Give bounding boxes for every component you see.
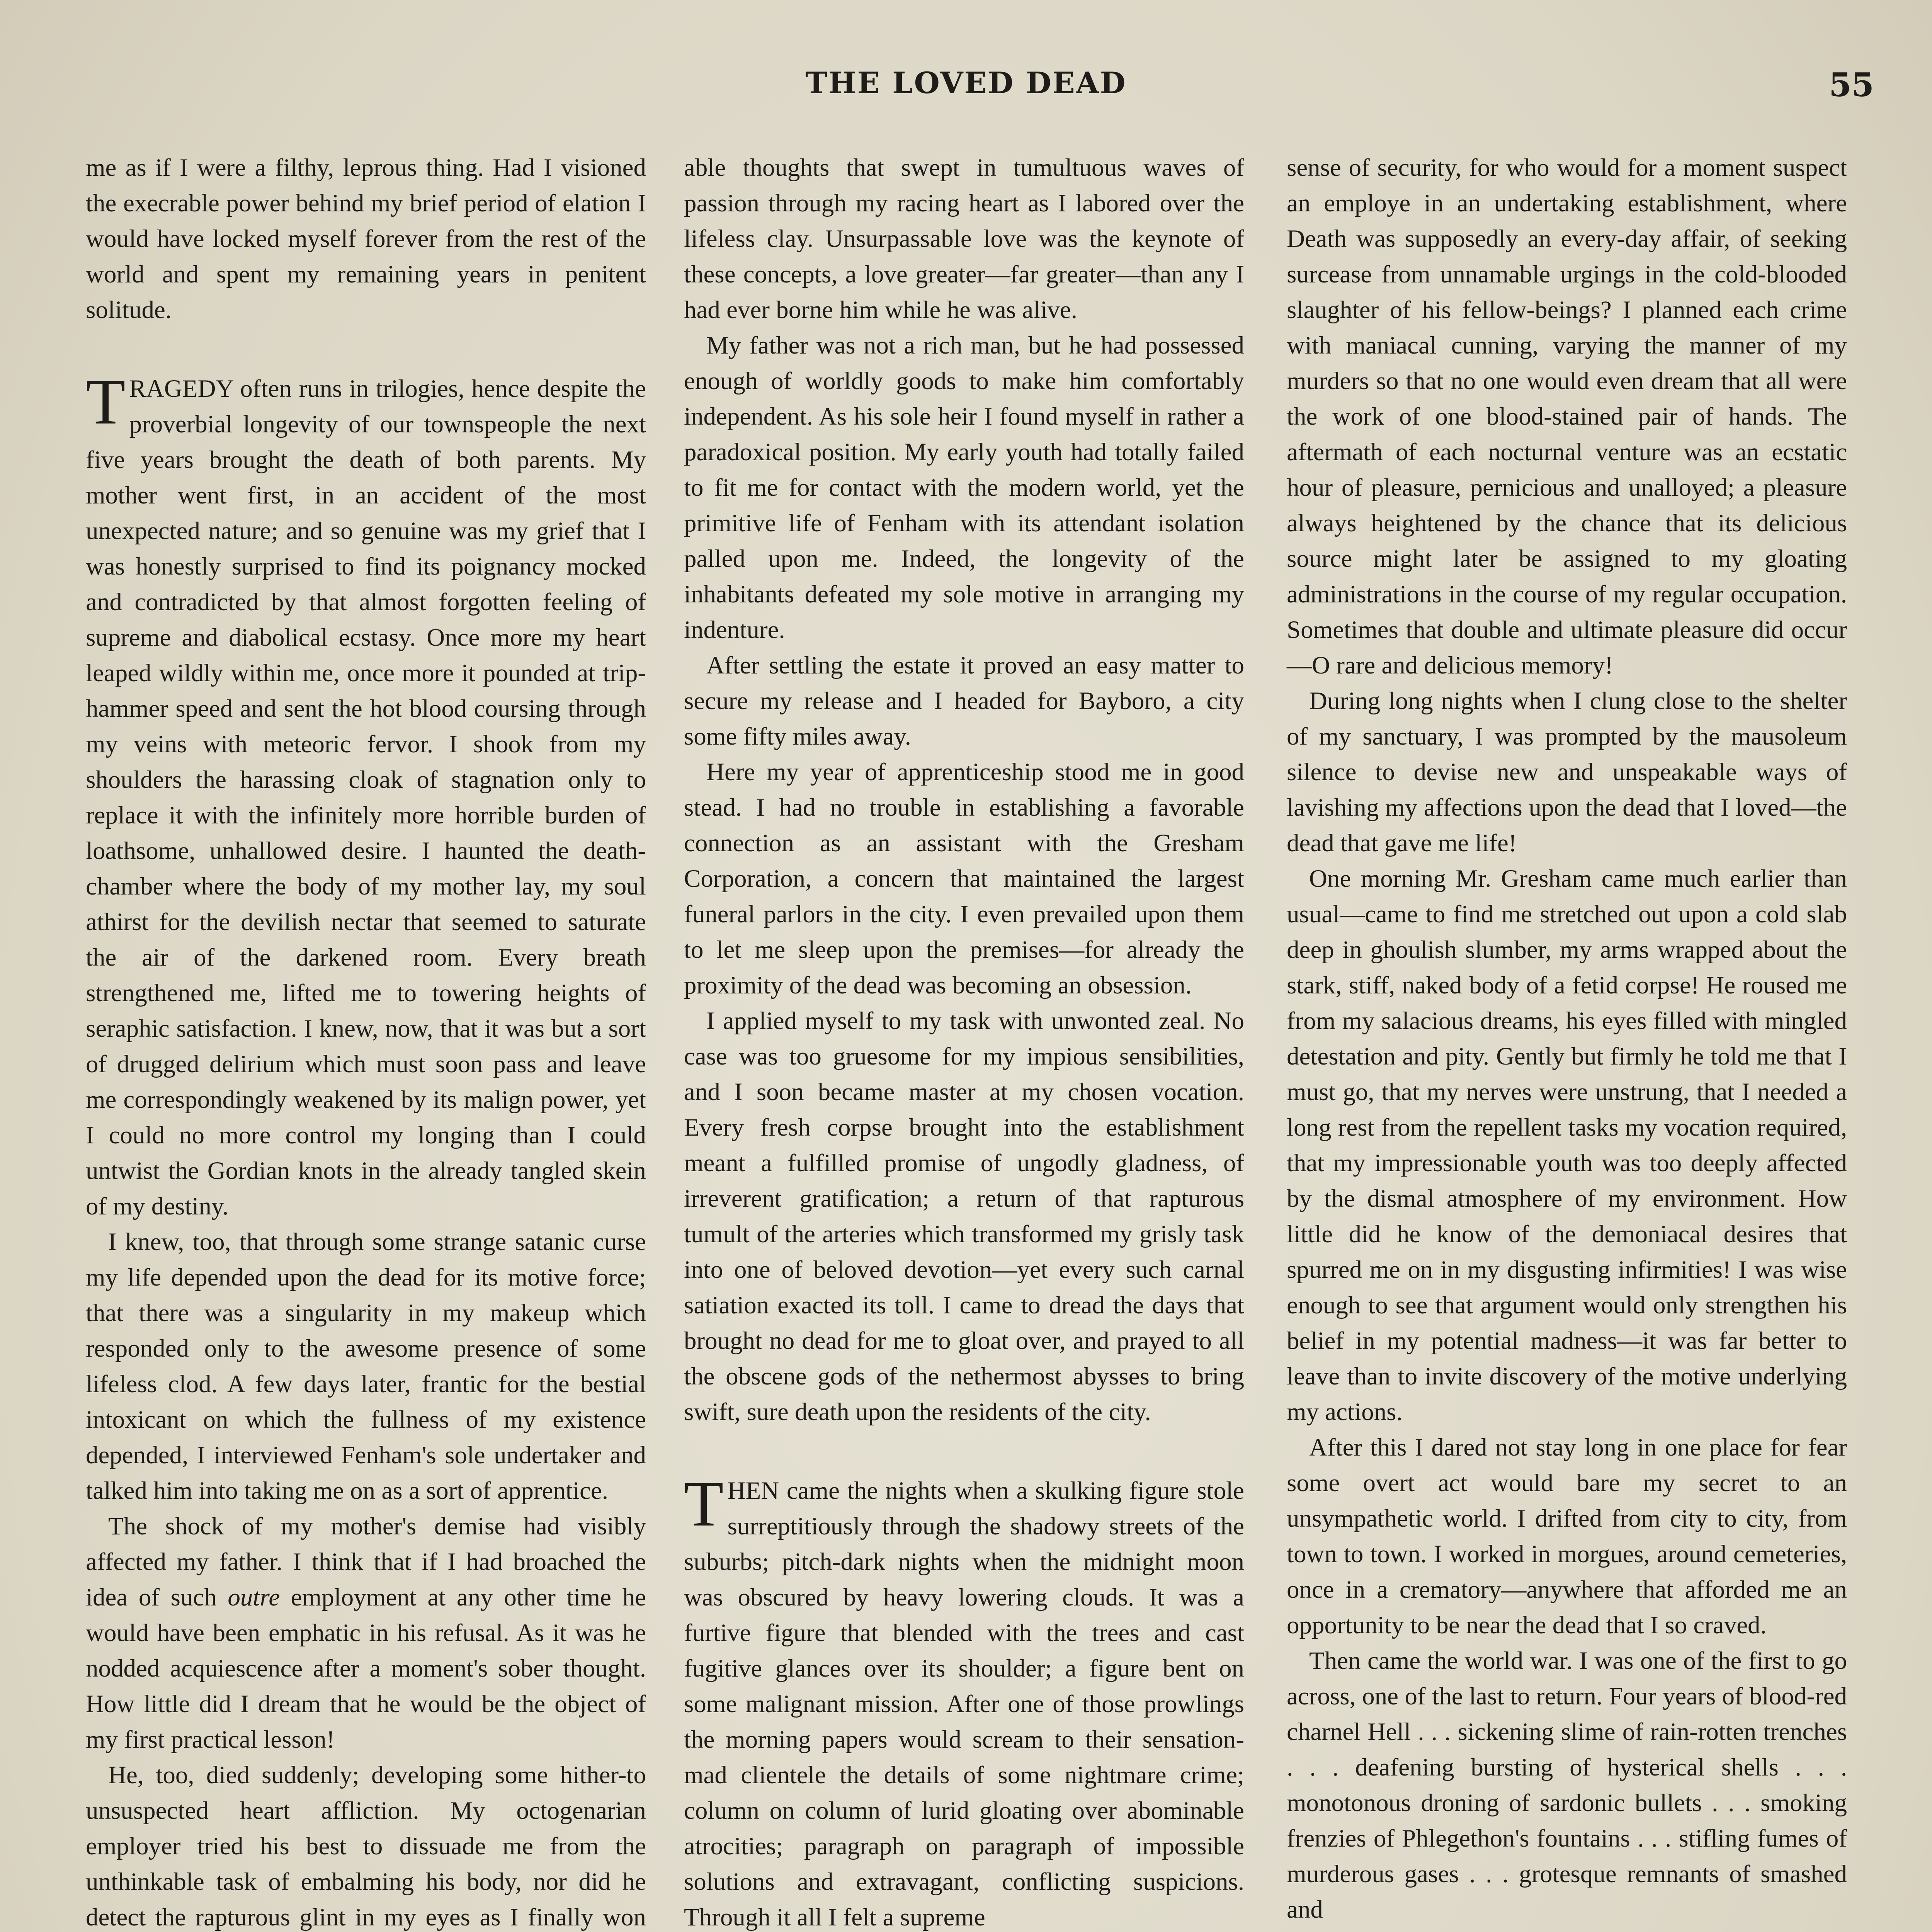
paragraph: After this I dared not stay long in one place for fear some overt act would bare my secret to an unsympathetic world. I drifted from city to city, from town to town. I worked in morgues, around cemeteries, once in a crematory—anywhere that afforded me an opportunity to be near the dead that I so craved. [1287,1434,1847,1639]
paragraph: During long nights when I clung close to the shelter of my sanctuary, I was prompted by the mausoleum silence to devise new and unspeakable ways of lavishing my affections upon the dead that I loved—the dead that gave me life! [1287,687,1847,857]
paragraph: able thoughts that swept in tumultuous waves of passion through my racing heart as I labored over the lifeless clay. Unsurpassable love was the keynote of these concepts, a love greater—far greater—than any I had ever borne him while he was alive. [684,154,1244,324]
text-column-3 [1287,150,1847,1927]
paragraph: One morning Mr. Gresham came much earlier than usual—came to find me stretched out upon a cold slab deep in ghoulish slumber, my arms wrapped about the stark, stiff, naked body of a fetid corpse! He roused me from my salacious dreams, his eyes filled with mingled detestation and pity. Gently but firmly he told me that I must go, that my nerves were unstrung, that I needed a long rest from the repellent tasks my vocation required, that my impressionable youth was too deeply affected by the dismal atmosphere of my environment. How little did he know of the demoniacal desires that spurred me on in my disgusting infirmities! I was wise enough to see that argument would only strengthen his belief in my potential madness—it was far better to leave than to invite discovery of the motive underlying my actions. [1287,865,1847,1426]
paragraph: Then came the world war. I was one of the first to go across, one of the last to return. Four years of blood-red charnel Hell . . . sickening slime of rain-rotten trenches . . . deafening bursting of hysterical shells . . . monotonous droning of sardonic bullets . . . smoking frenzies of Phlegethon's fountains . . . stifling fumes of murderous gases . . . grotesque remnants of smashed and [1287,1647,1847,1923]
section-opening-paragraph [684,1468,1244,1932]
paragraph: After settling the estate it proved an easy matter to secure my release and I headed for Bayboro, a city some fifty miles away. [684,651,1244,750]
paragraph: I applied myself to my task with unwonted zeal. No case was too gruesome for my impious sensibilities, and I soon became master at my chosen vocation. Every fresh corpse brought into the establishment meant a fulfilled promise of ungodly gladness, of irreverent gratification; a return of that rapturous tumult of the arteries which transformed my grisly task into one of beloved devotion—yet every such carnal satiation exacted its toll. I came to dread the days that brought no dead for me to gloat over, and prayed to all the obscene gods of the nethermost abysses to bring swift, sure death upon the residents of the city. [684,1007,1244,1426]
section-opening-paragraph [86,366,646,1224]
paragraph [86,1509,646,1757]
running-title: THE LOVED DEAD [805,66,1127,100]
paragraph: I knew, too, that through some strange satanic curse my life depended upon the dead for its motive force; that there was a singularity in my makeup which responded only to the awesome presence of some lifeless clod. A few days later, frantic for the bestial intoxicant on which the fullness of my existence depended, I interviewed Fenham's sole undertaker and talked him into taking me on as a sort of apprentice. [86,1228,646,1505]
paragraph: me as if I were a filthy, leprous thing. Had I visioned the execrable power behind my brief period of elation I would have locked myself forever from the rest of the world and spent my remaining years in penitent solitude. [86,154,646,324]
text-column-1 [86,150,646,1932]
paragraph-text: RAGEDY often runs in trilogies, hence despite the proverbial longevity of our townspeople the next five years brought the death of both parents. My mother went first, in an accident of the most unexpected nature; and so genuine was my grief that I was honestly surprised to find its poignancy mocked and contradicted by that almost forgotten feeling of supreme and diabolical ecstasy. Once more my heart leaped wildly within me, once more it pounded at trip-hammer speed and sent the hot blood coursing through my veins with meteoric fervor. I shook from my shoulders the harassing cloak of stagnation only to replace it with the infinitely more horrible burden of loathsome, unhallowed desire. I haunted the death-chamber where the body of my mother lay, my soul athirst for the devilish nectar that seemed to saturate the air of the darkened room. Every breath strengthened me, lifted me to towering heights of seraphic satisfaction. I knew, now, that it was but a sort of drugged delirium which must soon pass and leave me correspondingly weakened by its malign power, yet I could no more control my longing than I could untwist the Gordian knots in the already tangled skein of my destiny. [86,375,646,1220]
paragraph: Here my year of apprenticeship stood me in good stead. I had no trouble in establishing a favorable connection as an assistant with the Gresham Corporation, a concern that maintained the largest funeral parlors in the city. I even prevailed upon them to let me sleep upon the premises—for already the proximity of the dead was becoming an obsession. [684,758,1244,999]
paragraph: He, too, died suddenly; developing some hither-to unsuspected heart affliction. My octogenarian employer tried his best to dissuade me from the unthinkable task of embalming his body, nor did he detect the rapturous glint in my eyes as I finally won [86,1761,646,1931]
text-column-2 [684,150,1244,1932]
paragraph: My father was not a rich man, but he had possessed enough of worldly goods to make him comfortably independent. As his sole heir I found myself in rather a paradoxical position. My early youth had totally failed to fit me for contact with the modern world, yet the primitive life of Fenham with its attendant isolation palled upon me. Indeed, the longevity of the inhabitants defeated my sole motive in arranging my indenture. [684,332,1244,644]
drop-cap: T [684,1468,724,1540]
page-number: 55 [1829,66,1874,104]
paragraph-text: The shock of my mother's demise had visibly affected my father. I think that if I had broached the idea of such [86,1512,646,1611]
drop-cap: T [86,366,126,438]
italic-word: outre [228,1583,280,1611]
paragraph: sense of security, for who would for a moment suspect an employe in an undertaking establishment, where Death was supposedly an every-day affair, of seeking surcease from unnamable urgings in the cold-blooded slaughter of his fellow-beings? I planned each crime with maniacal cunning, varying the manner of my murders so that no one would even dream that all were the work of one blood-stained pair of hands. The aftermath of each nocturnal venture was an ecstatic hour of pleasure, pernicious and unalloyed; a pleasure always heightened by the chance that its delicious source might later be assigned to my gloating administrations in the course of my regular occupation. Sometimes that double and ultimate pleasure did occur—O rare and delicious memory! [1287,154,1847,679]
paragraph-text: HEN came the nights when a skulking figure stole surreptitiously through the shadowy streets of the suburbs; pitch-dark nights when the midnight moon was obscured by heavy lowering clouds. It was a furtive figure that blended with the trees and cast fugitive glances over its shoulder; a figure bent on some malignant mission. After one of those prowlings the morning papers would scream to their sensation-mad clientele the details of some nightmare crime; column on column of lurid gloating over abominable atrocities; paragraph on paragraph of impossible solutions and extravagant, conflicting suspicions. Through it all I felt a supreme [684,1477,1244,1931]
paragraph-text: employment at any other time he would have been emphatic in his refusal. As it was he nodded acquiescence after a moment's sober thought. How little did I dream that he would be the object of my first practical lesson! [86,1583,646,1753]
